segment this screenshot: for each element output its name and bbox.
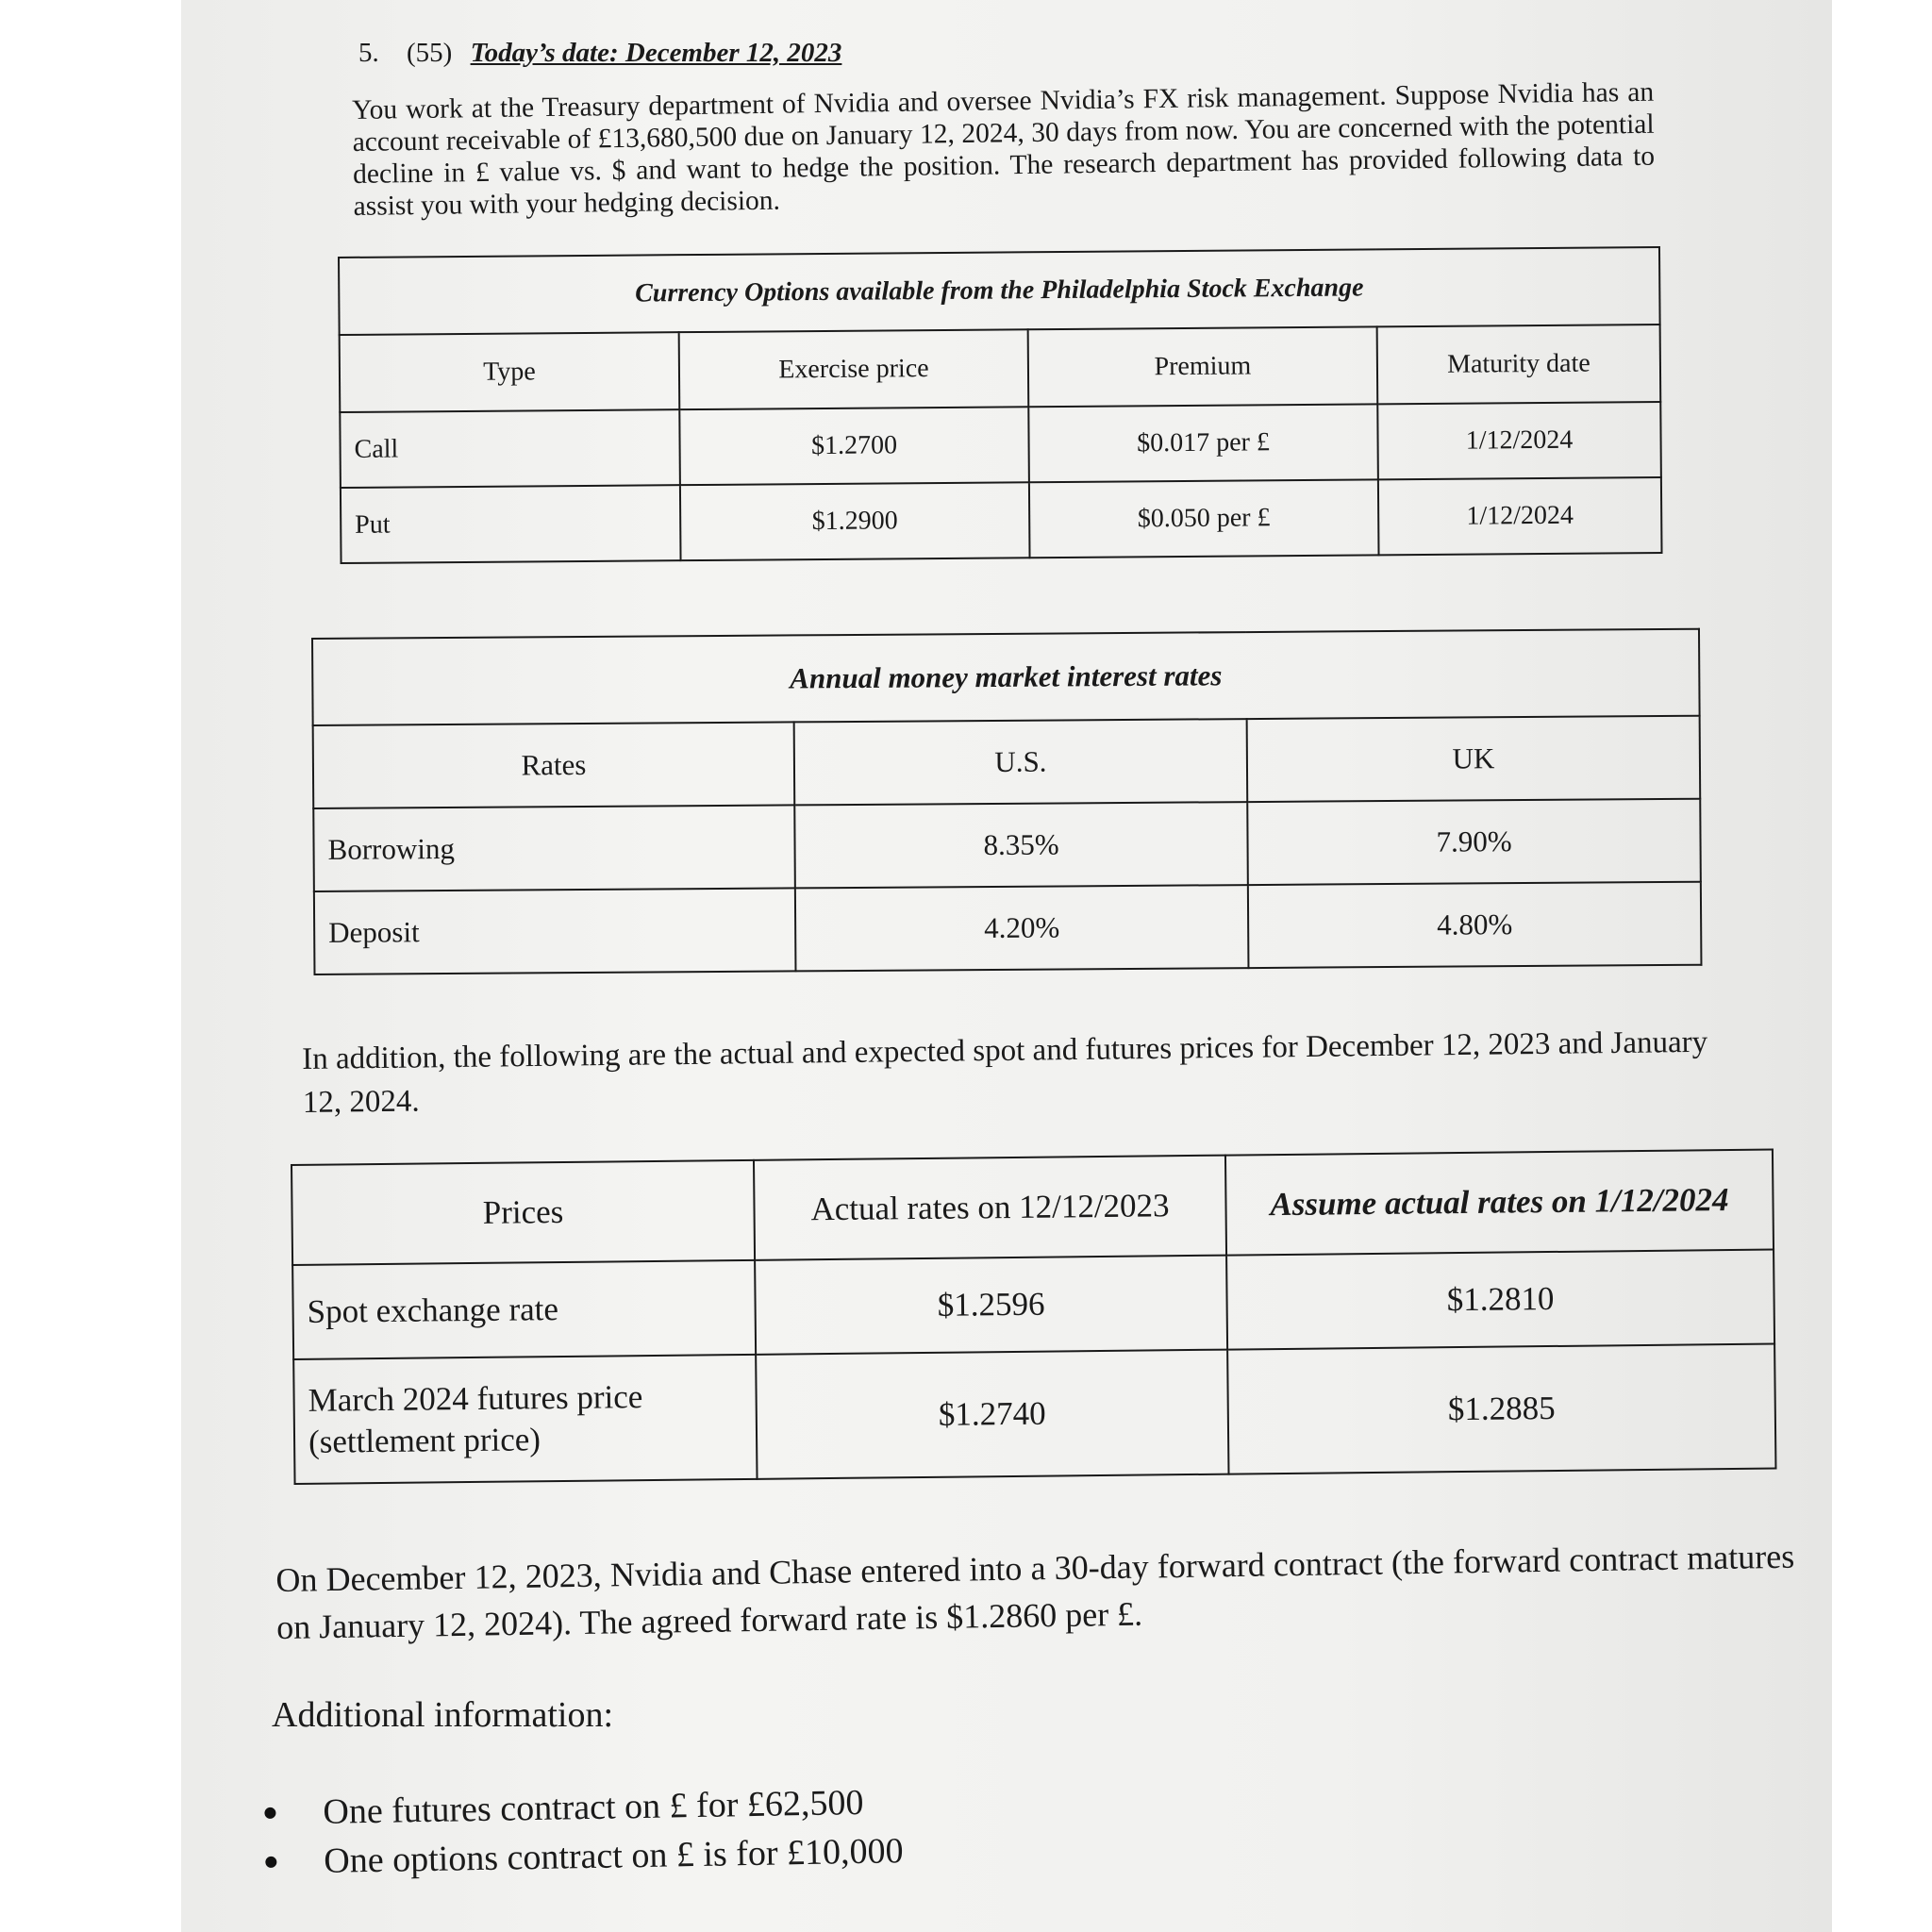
options-header-maturity: Maturity date <box>1377 325 1661 404</box>
table-row <box>340 402 1661 488</box>
options-table <box>338 246 1663 564</box>
question-date: Today’s date: December 12, 2023 <box>470 38 842 68</box>
prices-cell-label: Spot exchange rate <box>292 1260 756 1359</box>
prices-header-actual: Actual rates on 12/12/2023 <box>754 1156 1226 1260</box>
mm-cell-rate-type: Borrowing <box>313 805 795 891</box>
intro-paragraph: You work at the Treasury department of Nvidia and oversee Nvidia’s FX risk management. Suppose Nvidia has an account receivable of £13,680,500 due on January 12, 2024, 30 days from now. You are concerned with the potential decline in £ value vs. $ and want to hedge the position. The research department has provided following data to assist you with your hedging decision. <box>352 76 1656 222</box>
mm-cell-us: 4.20% <box>795 885 1249 971</box>
options-header-type: Type <box>340 332 680 412</box>
list-item-text: One options contract on £ is for £10,000 <box>323 1831 904 1881</box>
prices-cell-assumed: $1.2810 <box>1226 1250 1774 1350</box>
options-cell-premium: $0.050 per £ <box>1029 479 1379 558</box>
bullet-icon <box>264 1807 275 1819</box>
table-row <box>293 1344 1775 1484</box>
table-row <box>341 477 1662 563</box>
mm-header-uk: UK <box>1247 716 1701 802</box>
question-number: 5. <box>358 38 379 68</box>
options-cell-maturity: 1/12/2024 <box>1378 477 1662 555</box>
prices-header-label: Prices <box>291 1160 755 1265</box>
mm-cell-us: 8.35% <box>794 802 1248 888</box>
question-points: (55) <box>407 38 453 68</box>
money-market-table <box>311 628 1702 975</box>
money-market-title: Annual money market interest rates <box>312 629 1700 725</box>
addition-paragraph: In addition, the following are the actual and expected spot and futures prices for December 12, 2023 and January 12, 2024. <box>302 1024 1708 1120</box>
table-row <box>313 799 1701 891</box>
additional-info-label: Additional information: <box>272 1695 614 1735</box>
mm-cell-uk: 4.80% <box>1248 882 1702 968</box>
mm-header-us: U.S. <box>794 719 1248 805</box>
mm-header-rates: Rates <box>313 722 795 808</box>
mm-cell-rate-type: Deposit <box>314 888 796 974</box>
question-header <box>358 38 841 69</box>
prices-cell-assumed: $1.2885 <box>1227 1344 1775 1474</box>
bullet-icon <box>265 1857 276 1868</box>
prices-cell-label: March 2024 futures price (settlement price) <box>293 1355 757 1484</box>
forward-contract-paragraph: On December 12, 2023, Nvidia and Chase entered into a 30-day forward contract (the forward contract matures on January 12, 2024). The agreed forward rate is $1.2860 per £. <box>275 1537 1795 1646</box>
options-cell-exercise: $1.2700 <box>679 407 1029 485</box>
options-header-premium: Premium <box>1028 326 1378 407</box>
options-cell-exercise: $1.2900 <box>680 482 1030 560</box>
table-row <box>292 1250 1774 1359</box>
options-cell-type: Put <box>341 485 681 563</box>
options-header-exercise: Exercise price <box>679 329 1029 409</box>
additional-info-list <box>264 1777 904 1887</box>
options-cell-type: Call <box>340 409 680 488</box>
prices-table <box>291 1149 1776 1485</box>
options-table-title: Currency Options available from the Philadelphia Stock Exchange <box>339 247 1660 335</box>
options-cell-maturity: 1/12/2024 <box>1377 402 1661 479</box>
options-cell-premium: $0.017 per £ <box>1028 404 1378 482</box>
prices-cell-actual: $1.2596 <box>755 1256 1227 1355</box>
list-item-text: One futures contract on £ for £62,500 <box>323 1782 864 1832</box>
mm-cell-uk: 7.90% <box>1247 799 1701 885</box>
prices-header-assumed: Assume actual rates on 1/12/2024 <box>1225 1150 1774 1256</box>
table-row <box>314 882 1702 974</box>
prices-cell-actual: $1.2740 <box>756 1350 1228 1479</box>
